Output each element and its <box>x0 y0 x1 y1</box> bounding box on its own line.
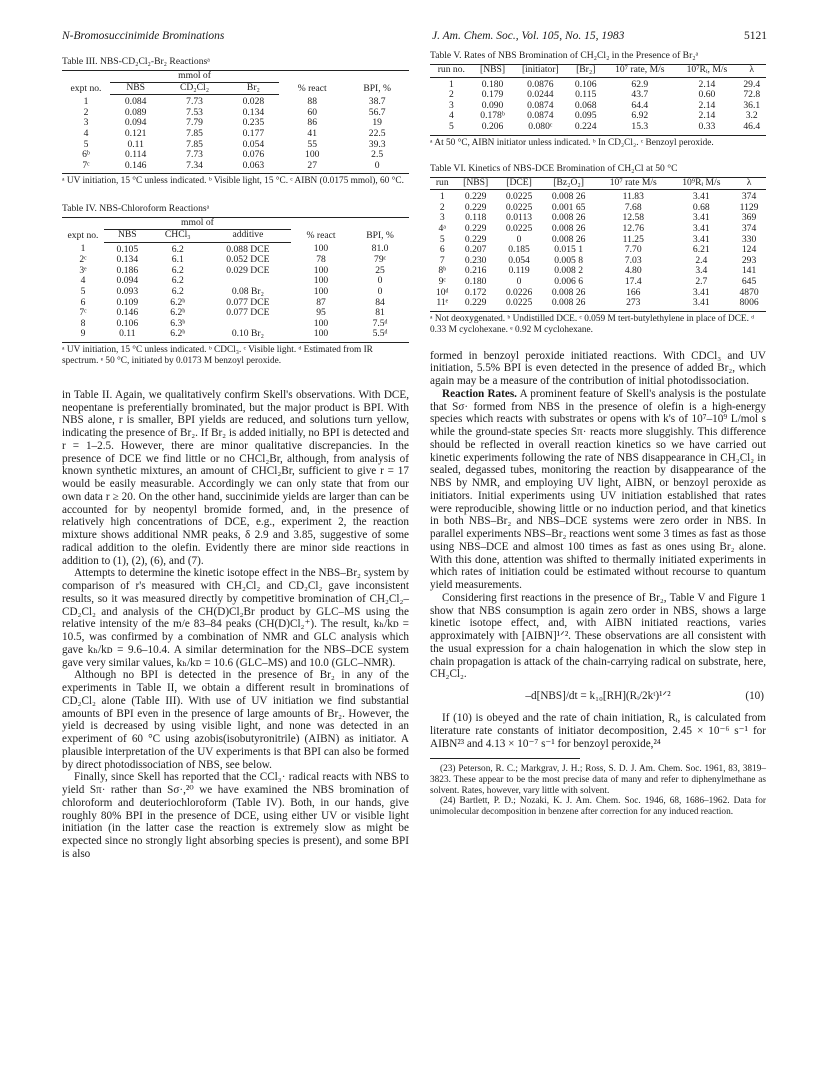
t4-mmol-label: mmol of <box>104 218 291 230</box>
t3-cell: 3 <box>83 117 89 129</box>
t3-row <box>62 95 409 108</box>
t4-cell: 81.0 <box>371 243 389 255</box>
t5-cell: 0.178ᵇ <box>480 110 505 122</box>
t6-cell: 0.216 <box>464 265 487 277</box>
t4-cell: 6.1 <box>171 254 184 266</box>
t5-col-br2: [Br₂] <box>568 65 603 78</box>
t5-cell: 43.7 <box>631 89 649 101</box>
table-4-grid <box>62 217 409 343</box>
t6-cell: 6.21 <box>692 244 710 256</box>
t6-cell: 0.005 8 <box>554 254 584 266</box>
t4-cell: 100 <box>291 329 351 342</box>
t4-cell: 100 <box>313 317 329 329</box>
t5-cell: 4 <box>448 110 454 122</box>
t6-cell: 7.03 <box>624 254 642 266</box>
t6-cell: 0 <box>516 233 522 245</box>
t4-cell: 0.029 DCE <box>226 264 270 276</box>
t4-cell: 0.077 DCE <box>226 296 270 308</box>
t6-cell: 0.119 <box>508 265 530 277</box>
t3-cell: 0.121 <box>124 127 147 139</box>
t6-cell: 3 <box>439 212 445 224</box>
t6-cell: 0.0225 <box>505 222 533 234</box>
t6-cell: 273 <box>596 298 670 311</box>
running-head-right <box>432 30 767 42</box>
t3-cell: 4 <box>83 127 89 139</box>
table-3-footnote: ᵃ UV initiation, 15 °C unless indicated. ᵇ Visible light, 15 °C. ᶜ AIBN (0.0175 mmol), 60 °C. <box>62 176 404 187</box>
t6-cell: 11.25 <box>622 233 644 245</box>
t3-cell: 7.53 <box>186 106 203 118</box>
t3-row <box>62 108 409 119</box>
t4-cell: 7.5ᵈ <box>372 317 388 329</box>
t3-cell: 7.79 <box>186 117 203 129</box>
t6-cell: 369 <box>741 212 757 224</box>
t6-cell: 17.4 <box>624 275 642 287</box>
t6-row <box>430 277 766 288</box>
t6-cell: 10ᵈ <box>435 286 449 298</box>
t6-row <box>430 190 766 203</box>
t5-col-nbs: [NBS] <box>473 65 513 78</box>
paragraph: Considering first reactions in the presence of Br₂, Table V and Figure 1 show that NBS consumption is again zero order in NBS, shows a large kinetic isotope effect, and, with AIBN initiated reactions, varies approximately with [AIBN]¹ᐟ². These observations are all consistent with the usual expression for a chain halogenation in which the slow step in chain propagation is attack of the chain-carrying radical on substrate, here, CH₂Cl₂. <box>430 591 766 681</box>
t4-cell: 2ᶜ <box>79 254 87 266</box>
t3-cell: 27 <box>279 161 345 174</box>
t6-cell: 0.0225 <box>505 191 533 203</box>
t3-cell: 39.3 <box>368 138 386 150</box>
equation-10 <box>430 689 766 703</box>
t4-cell: 0.146 <box>116 307 139 319</box>
t5-cell: 0.0244 <box>527 89 554 101</box>
t3-row <box>62 161 409 174</box>
t6-cell: 0.001 65 <box>551 201 586 213</box>
t6-cell: 0.229 <box>455 298 497 311</box>
t6-cell: 0.008 26 <box>541 298 596 311</box>
t4-cell: 6.2ᵇ <box>151 329 205 342</box>
t4-row <box>62 287 409 298</box>
t6-cell: 330 <box>741 233 757 245</box>
t3-cell: 1 <box>83 95 89 107</box>
t6-cell: 3.41 <box>692 212 710 224</box>
t5-cell: 2.14 <box>698 99 716 111</box>
t6-cell: 4.80 <box>624 265 642 277</box>
t3-row <box>62 140 409 151</box>
equation-number: (10) <box>745 690 764 703</box>
t6-row <box>430 224 766 235</box>
right-body-text <box>430 350 766 751</box>
table-3 <box>62 56 409 187</box>
t3-cell: 41 <box>307 127 317 139</box>
t5-col-run: run no. <box>430 65 473 78</box>
t4-cell: 100 <box>313 243 329 255</box>
t3-cell: 55 <box>307 138 317 150</box>
t6-cell: 0.0225 <box>505 201 533 213</box>
t6-col-lambda: λ <box>732 177 766 190</box>
t3-cell: 0.054 <box>242 138 265 150</box>
table-3-caption: Table III. NBS-CD₂Cl₂-Br₂ Reactionsᵃ <box>62 56 210 67</box>
t5-cell: 0.180 <box>481 78 504 90</box>
references <box>430 764 766 817</box>
t4-cell: 6.3ᵇ <box>170 317 186 329</box>
t5-cell: 5 <box>430 122 473 135</box>
t5-cell: 0.60 <box>698 89 716 101</box>
journal-citation: J. Am. Chem. Soc., Vol. 105, No. 15, 1983 <box>432 30 625 42</box>
t6-cell: 3.41 <box>692 191 710 203</box>
t5-cell: 0.068 <box>574 99 597 111</box>
t3-cell: 88 <box>307 95 317 107</box>
t3-cell: 0.028 <box>242 96 265 108</box>
t4-cell: 0.134 <box>116 254 139 266</box>
t6-cell: 374 <box>741 191 757 203</box>
t6-col-nbs: [NBS] <box>455 177 497 190</box>
t5-cell: 2 <box>448 89 454 101</box>
t3-cell: 7.34 <box>161 161 227 174</box>
t6-cell: 9ᶜ <box>438 275 446 287</box>
t5-cell: 72.8 <box>743 89 761 101</box>
t4-cell: 1 <box>80 243 86 255</box>
equation-text: –d[NBS]/dt = k₁₀[RH](Rᵢ/2kᵗ)¹ᐟ² <box>525 690 671 703</box>
table-6-footnote: ᵃ Not deoxygenated. ᵇ Undistilled DCE. ᶜ 0.059 M tert-butylethylene in place of DCE. ᵈ 0.33 M cyclohexane. ᵉ 0.92 M cyclohexane. <box>430 313 755 335</box>
t3-cell: 100 <box>305 149 320 161</box>
t4-cell: 79ᶜ <box>374 254 387 266</box>
t3-cell: 0 <box>345 161 409 174</box>
t5-cell: 1 <box>448 78 454 90</box>
table-3-grid <box>62 70 409 174</box>
left-column <box>62 56 409 861</box>
t4-col-bpi: BPI, % <box>351 218 409 242</box>
t6-cell: 3.41 <box>692 286 710 298</box>
t4-col-react: % react <box>291 218 351 242</box>
paragraph: Although no BPI is detected in the presence of Br₂ in any of the experiments in Table II, we obtain a different result in brominations of CD₂Cl₂ alone (Table III). With use of UV initiation we find substantial amounts of BPI even in the presence of large amounts of Br₂. However, the yield is decreased by using visible light, and none was detected in an experiment of 60 °C using azobis(isobutyronitrile) (AIBN) as initiator. A plausible interpretation of the UV experiments is that BPI can also be formed by direct photodissociation of NBS, see below. <box>62 669 409 771</box>
t6-cell: 166 <box>626 286 641 298</box>
t5-cell: 15.3 <box>603 122 676 135</box>
t6-cell: 0.229 <box>464 222 487 234</box>
t5-cell: 3 <box>448 99 454 111</box>
t6-cell: 3.41 <box>671 298 733 311</box>
t4-cell: 0.052 DCE <box>226 254 270 266</box>
t5-cell: 0.095 <box>574 110 597 122</box>
paragraph: formed in benzoyl peroxide initiated reactions. With CDCl₃ and UV initiation, 5.5% BPI is even detected in the presence of added Br₂, which again may be a measure of the contribution of initial photodissociation. <box>430 349 766 388</box>
t3-col-bpi: BPI, % <box>345 71 409 95</box>
t3-cell: 0.134 <box>242 106 265 118</box>
t6-cell: 7.68 <box>624 201 642 213</box>
t3-cell: 0.094 <box>124 117 147 129</box>
t6-cell: 0.229 <box>464 191 487 203</box>
t6-cell: 293 <box>741 254 757 266</box>
t4-cell: 6 <box>80 296 86 308</box>
table-5-caption: Table V. Rates of NBS Bromination of CH₂Cl₂ in the Presence of Br₂ᵃ <box>430 50 699 61</box>
t5-cell: 0.0876 <box>527 78 554 90</box>
t6-cell: 124 <box>741 244 757 256</box>
t4-col-chcl3: CHCl₃ <box>151 229 205 242</box>
t4-cell: 25 <box>375 264 385 276</box>
t4-cell: 8 <box>80 317 86 329</box>
t3-cell: 22.5 <box>368 127 386 139</box>
t4-cell: 81 <box>375 307 385 319</box>
t5-cell: 0.0874 <box>527 110 554 122</box>
t4-cell: 0.093 <box>116 285 139 297</box>
paragraph: in Table II. Again, we qualitatively confirm Skell's observations. With DCE, neopentane is preferentially brominated, but the major product is BPI. With NBS alone, r is smaller, BPI yields are reduced, and solutions turn yellow, indicating the presence of Br₂. If Br₂ is added initially, no BPI is detected and r = 1–2.5. However, there are minor qualitative discrepancies. In the presence of DCE we find little or no CHCl₂Br, although, from analysis of known synthetic mixtures, an amount of CHCl₂Br, sufficient to give r = 17 would be easily measurable. Accordingly we can only state that from our own data r ≥ 20. On the other hand, succinimide yields are larger than can be accounted for by neopentyl bromide formed, and, in the presence of relatively high concentrations of DCE, e.g., experiment 2, the reaction mixture shows additional NMR peaks, δ 2.9 and 3.85, suggestive of some radical addition to the olefin. Evidently there are minor side reactions in addition to (1), (2), (6), and (7). <box>62 388 409 567</box>
t5-col-initiator: [initiator] <box>512 65 568 78</box>
t6-cell: 1129 <box>739 201 759 213</box>
t6-cell: 11ᵉ <box>430 298 455 311</box>
t5-cell: 2.14 <box>698 78 716 90</box>
t4-cell: 100 <box>313 285 329 297</box>
table-4-caption: Table IV. NBS-Chloroform Reactionsᵃ <box>62 203 210 215</box>
t3-col-expt: expt no. <box>62 71 110 95</box>
running-head-left: N-Bromosuccinimide Brominations <box>62 30 225 42</box>
t4-cell: 84 <box>375 296 385 308</box>
t4-cell: 7ᶜ <box>79 307 87 319</box>
table-6-caption: Table VI. Kinetics of NBS-DCE Bromination of CH₂Cl at 50 °C <box>430 162 678 174</box>
t6-cell: 7 <box>439 254 445 266</box>
paragraph: Finally, since Skell has reported that the CCl₃· radical reacts with NBS to yield Sπ· rather than Sσ·,²⁰ we have examined the NBS bromination of chloroform and deuteriochloroform (Table IV). Both, in our hands, give roughly 80% BPI in the presence of DCE, using either UV or visible light initiation (in the latter case the reaction is extremely slow as might be expected since no strongly light absorbing species is present), and some BPI is also <box>62 771 409 860</box>
t6-cell: 8ᵇ <box>438 265 447 277</box>
t6-cell: 0.006 6 <box>554 275 584 287</box>
t5-cell: 0.115 <box>575 89 597 101</box>
t6-cell: 0.68 <box>692 201 710 213</box>
t6-cell: 141 <box>741 265 757 277</box>
t4-cell: 0.106 <box>116 317 139 329</box>
t6-cell: 4ᵃ <box>438 222 446 234</box>
t5-cell: 0.206 <box>473 122 513 135</box>
t3-cell: 0.114 <box>125 149 147 161</box>
t5-col-rate: 10⁷ rate, M/s <box>603 65 676 78</box>
t5-row <box>430 77 766 90</box>
t4-cell: 6.2 <box>171 275 184 287</box>
t6-cell: 0.015 1 <box>554 244 584 256</box>
t3-cell: 0.076 <box>242 149 265 161</box>
t3-col-cd2cl2: CD₂Cl₂ <box>161 82 227 95</box>
paragraph: Attempts to determine the kinetic isotope effect in the NBS–Br₂ system by comparison of r's measured with CH₂Cl₂ and CD₂Cl₂ gave inconsistent results, so it was measured directly by competitive bromination of CH₂Cl₂–CD₂Cl₂ and analysis of the CH(D)Cl₂Br product by GLC–MS using the relative intensity of the m/e 83–84 peaks (CH(D)Cl₂⁺). The result, kₕ/kᴅ = 10.5, was confirmed by a combination of NMR and GLC analysis which gave kₕ/kᴅ = 9.6–10.4. A similar determination for the NBS–DCE system gave very similar values, kₕ/kᴅ = 10.6 (GLC–MS) and 10.0 (GLC–NMR). <box>62 567 409 669</box>
table-5-footnote: ᵃ At 50 °C, AIBN initiator unless indicated. ᵇ In CD₂Cl₂. ᶜ Benzoyl peroxide. <box>430 137 714 148</box>
t6-cell: 7.70 <box>624 244 642 256</box>
t6-cell: 1 <box>439 191 445 203</box>
t5-row <box>430 111 766 122</box>
t4-cell: 3ᵉ <box>79 264 87 276</box>
t4-cell: 0.186 <box>116 264 139 276</box>
t6-cell: 3.41 <box>692 233 710 245</box>
t6-cell: 0.229 <box>464 201 487 213</box>
t5-cell: 0.179 <box>481 89 504 101</box>
t4-cell: 95 <box>316 307 326 319</box>
t4-col-additive: additive <box>205 229 291 242</box>
t4-row <box>62 329 409 342</box>
t6-cell: 4870 <box>739 286 759 298</box>
t4-cell: 5 <box>80 285 86 297</box>
t3-cell: 7.73 <box>186 149 203 161</box>
t4-cell: 0.08 Br₂ <box>231 285 264 297</box>
t6-cell: 0.185 <box>508 244 530 256</box>
reference-24: (24) Bartlett, P. D.; Nozaki, K. J. Am. Chem. Soc. 1946, 68, 1686–1962. Data for unimolecular decomposition in benzene after correction for any induced reaction. <box>430 796 766 817</box>
t3-col-nbs: NBS <box>110 82 161 95</box>
table-4-footnote: ᵃ UV initiation, 15 °C unless indicated. ᵇ CDCl₃. ᶜ Visible light. ᵈ Estimated from IR spectrum. ᵉ 50 °C, initiated by 0.0173 M benzoyl peroxide. <box>62 344 373 366</box>
t6-col-dce: [DCE] <box>497 177 541 190</box>
t5-row <box>430 90 766 101</box>
t4-cell: 0.094 <box>116 275 139 287</box>
t5-cell: 64.4 <box>631 99 649 111</box>
t4-cell: 6.2 <box>171 243 184 255</box>
t3-row <box>62 118 409 129</box>
t4-cell: 4 <box>80 275 86 287</box>
t6-cell: 12.76 <box>622 222 645 234</box>
t6-cell: 0 <box>516 275 522 287</box>
t3-cell: 60 <box>307 106 317 118</box>
t6-cell: 0.229 <box>464 233 487 245</box>
t6-cell: 6 <box>439 244 445 256</box>
t3-cell: 86 <box>307 117 317 129</box>
t6-cell: 3.4 <box>695 265 708 277</box>
left-body-text <box>62 389 409 861</box>
t6-cell: 0.008 26 <box>551 191 586 203</box>
t3-mmol-label: mmol of <box>110 71 279 83</box>
section-heading: Reaction Rates. <box>442 387 517 400</box>
t4-cell: 100 <box>313 264 329 276</box>
t3-cell: 56.7 <box>368 106 386 118</box>
t5-col-ri: 10⁷Rᵢ, M/s <box>676 65 737 78</box>
t6-cell: 0.054 <box>508 254 530 266</box>
t4-cell: 5.5ᵈ <box>351 329 409 342</box>
t6-cell: 11.83 <box>622 191 644 203</box>
t6-cell: 0.180 <box>464 275 487 287</box>
t6-cell: 0.230 <box>464 254 487 266</box>
t3-row <box>62 129 409 140</box>
t3-cell: 7.73 <box>186 96 203 108</box>
t3-cell: 0.146 <box>110 161 161 174</box>
reference-rule <box>430 758 580 762</box>
t6-cell: 2.7 <box>695 275 708 287</box>
t5-cell: 0.106 <box>574 78 597 90</box>
t5-cell: 6.92 <box>631 110 649 122</box>
t5-row <box>430 122 766 135</box>
t4-col-expt: expt no. <box>62 218 104 242</box>
t3-cell: 0.11 <box>127 138 144 150</box>
paragraph: If (10) is obeyed and the rate of chain initiation, Rᵢ, is calculated from literature rate constants of initiator decomposition, 2.45 × 10⁻⁶ s⁻¹ for AIBN²³ and 4.13 × 10⁻⁷ s⁻¹ for benzoyl peroxide,²⁴ <box>430 712 766 750</box>
t6-col-run: run <box>430 177 455 190</box>
t3-cell: 7ᶜ <box>62 161 110 174</box>
t3-cell: 19 <box>372 117 382 129</box>
t5-cell: 0.224 <box>568 122 603 135</box>
t4-cell: 0.109 <box>116 296 139 308</box>
t6-cell: 645 <box>741 275 757 287</box>
t6-cell: 0.0225 <box>497 298 541 311</box>
t5-cell: 29.4 <box>743 78 761 90</box>
t3-cell: 0.235 <box>242 117 265 129</box>
t4-cell: 6.2ᵇ <box>170 307 186 319</box>
t4-cell: 0.11 <box>104 329 151 342</box>
t6-cell: 0.008 26 <box>551 212 586 224</box>
t3-cell: 6ᵇ <box>82 149 90 161</box>
t6-cell: 3.41 <box>692 222 710 234</box>
t4-cell: 0 <box>377 275 383 287</box>
t5-cell: 0.0874 <box>527 99 554 111</box>
t6-cell: 12.58 <box>622 212 645 224</box>
t6-cell: 0.172 <box>464 286 487 298</box>
t4-cell: 0 <box>377 285 383 297</box>
t6-cell: 0.0226 <box>505 286 533 298</box>
table-4 <box>62 203 409 367</box>
t6-col-ri: 10⁹Rᵢ M/s <box>671 177 733 190</box>
t5-cell: 36.1 <box>743 99 761 111</box>
t4-col-nbs: NBS <box>104 229 151 242</box>
t4-cell: 6.2 <box>171 285 184 297</box>
t3-cell: 7.85 <box>186 138 203 150</box>
t3-cell: 38.7 <box>368 95 386 107</box>
reference-23: (23) Peterson, R. C.; Markgrav, J. H.; Ross, S. D. J. Am. Chem. Soc. 1961, 83, 3819–3823. These appear to be the most precise data of many and refer to diphenylmethane as solvent. Rates, however, vary little with solvent. <box>430 764 766 796</box>
t6-cell: 0.008 26 <box>551 233 586 245</box>
t4-cell: 87 <box>316 296 326 308</box>
t4-cell: 9 <box>62 329 104 342</box>
t6-cell: 0.118 <box>465 212 487 224</box>
t4-cell: 0.105 <box>116 243 139 255</box>
paragraph-reaction-rates <box>430 388 766 592</box>
t5-col-lambda: λ <box>737 65 766 78</box>
t3-row <box>62 150 409 161</box>
t5-cell: 0.33 <box>676 122 737 135</box>
t3-col-react: % react <box>279 71 345 95</box>
t3-cell: 0.089 <box>124 106 147 118</box>
t6-cell: 0.008 26 <box>551 286 586 298</box>
t4-row <box>62 308 409 319</box>
t5-cell: 2.14 <box>698 110 716 122</box>
t4-cell: 78 <box>316 254 326 266</box>
t4-row <box>62 266 409 277</box>
t5-cell: 0.090 <box>481 99 504 111</box>
t6-col-rate: 10⁷ rate M/s <box>596 177 670 190</box>
t6-cell: 2.4 <box>695 254 708 266</box>
t6-cell: 0.207 <box>464 244 487 256</box>
t6-cell: 0.008 2 <box>554 265 584 277</box>
t6-row <box>430 298 766 311</box>
t6-cell: 0.008 26 <box>551 222 586 234</box>
table-5 <box>430 50 766 149</box>
section-text: A prominent feature of Skell's analysis is the postulate that Sσ· formed from NBS in the presence of olefin is a high-energy species which reacts with substrates or opens with k's of 10⁷–10⁹ L/mol s while the ground-state species Sπ· reacts more sluggishly. This difference should be reflected in overall reaction kinetics so we have carried out kinetic experiments following the rate of NBS disappearance in CH₂Cl₂ in sealed, degassed tubes, monitoring the reaction by disappearance of the NBS by NMR, and employing UV light, AIBN, or benzoyl peroxide as initiators. Initial experiments using UV initiation established that rates were reproducible, showing little or no induction period, and that kinetics in both NBS–Br₂ and NBS–DCE systems were zero order in NBS. In parallel experiments NBS–Br₂ reactions went some 3 times as fast as those using NBS–DCE and almost 100 times as fast as ones using Br₂ alone. With this done, attention was shifted to thermally initiated experiments in which rates of initiation could be estimated without recourse to quantum yield measurements. <box>430 387 766 592</box>
t3-col-br2: Br₂ <box>228 82 279 95</box>
t3-cell: 0.177 <box>242 127 265 139</box>
t4-cell: 6.2 <box>171 264 184 276</box>
table-5-grid <box>430 64 766 136</box>
t5-cell: 46.4 <box>737 122 766 135</box>
t4-cell: 0.10 Br₂ <box>205 329 291 342</box>
t4-cell: 0.088 DCE <box>226 243 270 255</box>
page-number: 5121 <box>744 30 767 42</box>
t6-cell: 5 <box>439 233 445 245</box>
t3-cell: 7.85 <box>186 127 203 139</box>
t4-cell: 100 <box>313 275 329 287</box>
t3-cell: 0.063 <box>228 161 279 174</box>
t4-cell: 6.2ᵇ <box>170 296 186 308</box>
t6-cell: 8006 <box>732 298 766 311</box>
t6-cell: 0.0113 <box>506 212 533 224</box>
t5-cell: 62.9 <box>631 78 649 90</box>
table-6 <box>430 163 766 336</box>
t6-col-bz2o2: [Bz₂O₂] <box>541 177 596 190</box>
t3-cell: 2 <box>83 106 89 118</box>
t3-cell: 0.084 <box>124 96 147 108</box>
right-column <box>430 50 766 817</box>
t4-cell: 0.077 DCE <box>226 307 270 319</box>
t5-cell: 0.080ᶜ <box>512 122 568 135</box>
t3-cell: 2.5 <box>371 149 384 161</box>
t3-cell: 5 <box>83 138 89 150</box>
table-6-grid <box>430 177 766 312</box>
t6-cell: 374 <box>741 222 757 234</box>
t6-cell: 2 <box>439 201 445 213</box>
t5-cell: 3.2 <box>745 110 758 122</box>
